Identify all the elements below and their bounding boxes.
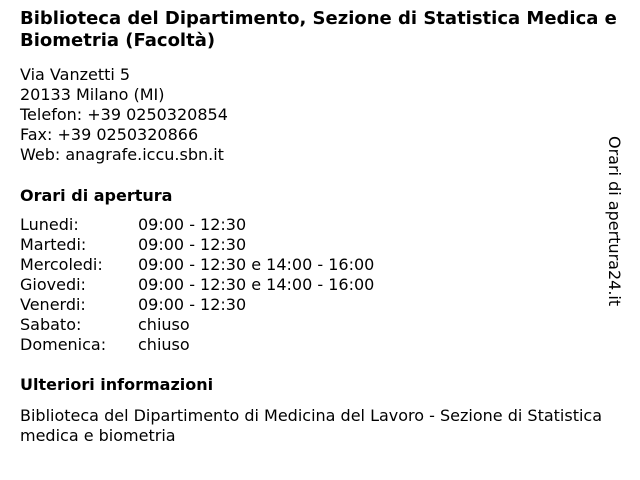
hours-day: Martedi: [20, 235, 87, 254]
address-street: Via Vanzetti 5 [20, 65, 131, 84]
hours-table [20, 215, 620, 355]
hours-row [20, 255, 620, 275]
hours-time: 09:00 - 12:30 e 14:00 - 16:00 [138, 255, 375, 274]
address-web: Web: anagrafe.iccu.sbn.it [20, 145, 224, 164]
hours-row [20, 315, 620, 335]
info-text: Biblioteca del Dipartimento di Medicina del Lavoro - Sezione di Statistica medica e biometria [20, 406, 603, 445]
hours-row [20, 235, 620, 255]
hours-day: Mercoledi: [20, 255, 103, 274]
address-phone: Telefon: +39 0250320854 [20, 105, 228, 124]
hours-day: Giovedi: [20, 275, 86, 294]
hours-time: 09:00 - 12:30 [138, 215, 247, 234]
hours-row [20, 215, 620, 235]
address-fax: Fax: +39 0250320866 [20, 125, 199, 144]
hours-time: 09:00 - 12:30 [138, 295, 247, 314]
info-heading: Ulteriori informazioni [20, 375, 214, 394]
hours-time: chiuso [138, 315, 190, 334]
hours-time: 09:00 - 12:30 [138, 235, 247, 254]
hours-row [20, 295, 620, 315]
hours-day: Sabato: [20, 315, 82, 334]
hours-day: Venerdi: [20, 295, 86, 314]
hours-row [20, 335, 620, 355]
hours-heading: Orari di apertura [20, 186, 173, 205]
hours-day: Domenica: [20, 335, 107, 354]
library-card [20, 8, 620, 446]
hours-time: chiuso [138, 335, 190, 354]
hours-row [20, 275, 620, 295]
address-city: 20133 Milano (MI) [20, 85, 165, 104]
library-title: Biblioteca del Dipartimento, Sezione di Statistica Medica e Biometria (Facoltà) [20, 8, 617, 51]
address-block [20, 65, 620, 165]
hours-day: Lunedi: [20, 215, 79, 234]
brand-watermark: Orari di apertura24.it [605, 136, 624, 307]
hours-time: 09:00 - 12:30 e 14:00 - 16:00 [138, 275, 375, 294]
